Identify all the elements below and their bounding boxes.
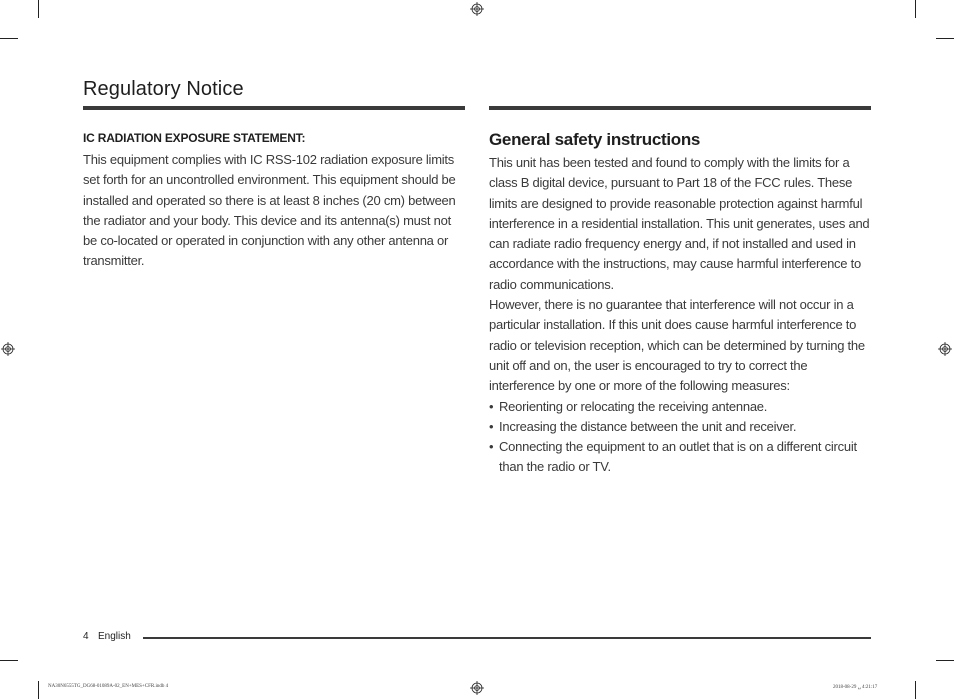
safety-heading: General safety instructions [489,130,701,149]
crop-mark-bottom-left-h [0,660,18,661]
list-item [489,397,874,417]
ic-statement-paragraph: This equipment complies with IC RSS-102 radiation exposure limits set forth for an uncontrolled environment. This equipment should be installed and operated so there is at least 8 inches (20 cm) between the radiator and your body. This device and its antenna(s) must not be co-located or operated in conjunction with any other antenna or transmitter. [83,152,456,269]
section-divider-right [489,106,871,110]
crop-mark-top-right-h [936,38,954,39]
measures-list [489,397,874,478]
registration-mark-icon [1,342,15,356]
footer-divider [143,637,871,639]
page-number: 4 [83,631,89,642]
right-column [489,129,874,478]
crop-mark-top-right [915,0,916,18]
ic-statement-heading: IC RADIATION EXPOSURE STATEMENT: [83,131,306,145]
footer-language: English [98,631,131,642]
registration-mark-icon [470,2,484,16]
bullet-icon: • [489,418,494,434]
print-slug-file: NA30N6555TG_DG68-01089A-02_EN+MES+CFR.indb 4 [48,684,169,689]
left-column [83,129,465,272]
registration-mark-icon [470,681,484,695]
crop-mark-top-left [38,0,39,18]
list-item [489,417,874,437]
bullet-icon: • [489,439,494,455]
list-item-text: Increasing the distance between the unit and receiver. [499,418,797,434]
safety-paragraph-2: However, there is no guarantee that interference will not occur in a particular installation. If this unit does cause harmful interference to radio or television reception, which can be determined by turning the unit off and on, the user is encouraged to try to correct the interference by one or more of the following measures: [489,297,865,394]
list-item [489,437,874,478]
list-item-text: Reorienting or relocating the receiving antennae. [499,398,768,414]
safety-paragraph-1: This unit has been tested and found to comply with the limits for a class B digital device, pursuant to Part 18 of the FCC rules. These limits are designed to provide reasonable protection against harmful interference in a residential installation. This unit generates, uses and can radiate radio frequency energy and, if not installed and used in accordance with the instructions, may cause harmful interference to radio communications. [489,155,870,292]
registration-mark-icon [938,342,952,356]
bullet-icon: • [489,398,494,414]
page-title: Regulatory Notice [83,78,244,100]
crop-mark-bottom-left [38,681,39,699]
crop-mark-bottom-right [915,681,916,699]
print-slug-timestamp: 2018-08-29 ␣ 4:21:17 [833,685,878,690]
crop-mark-bottom-right-h [936,660,954,661]
section-divider-left [83,106,465,110]
list-item-text: Connecting the equipment to an outlet that is on a different circuit than the radio or TV. [499,439,857,475]
crop-mark-top-left-h [0,38,18,39]
